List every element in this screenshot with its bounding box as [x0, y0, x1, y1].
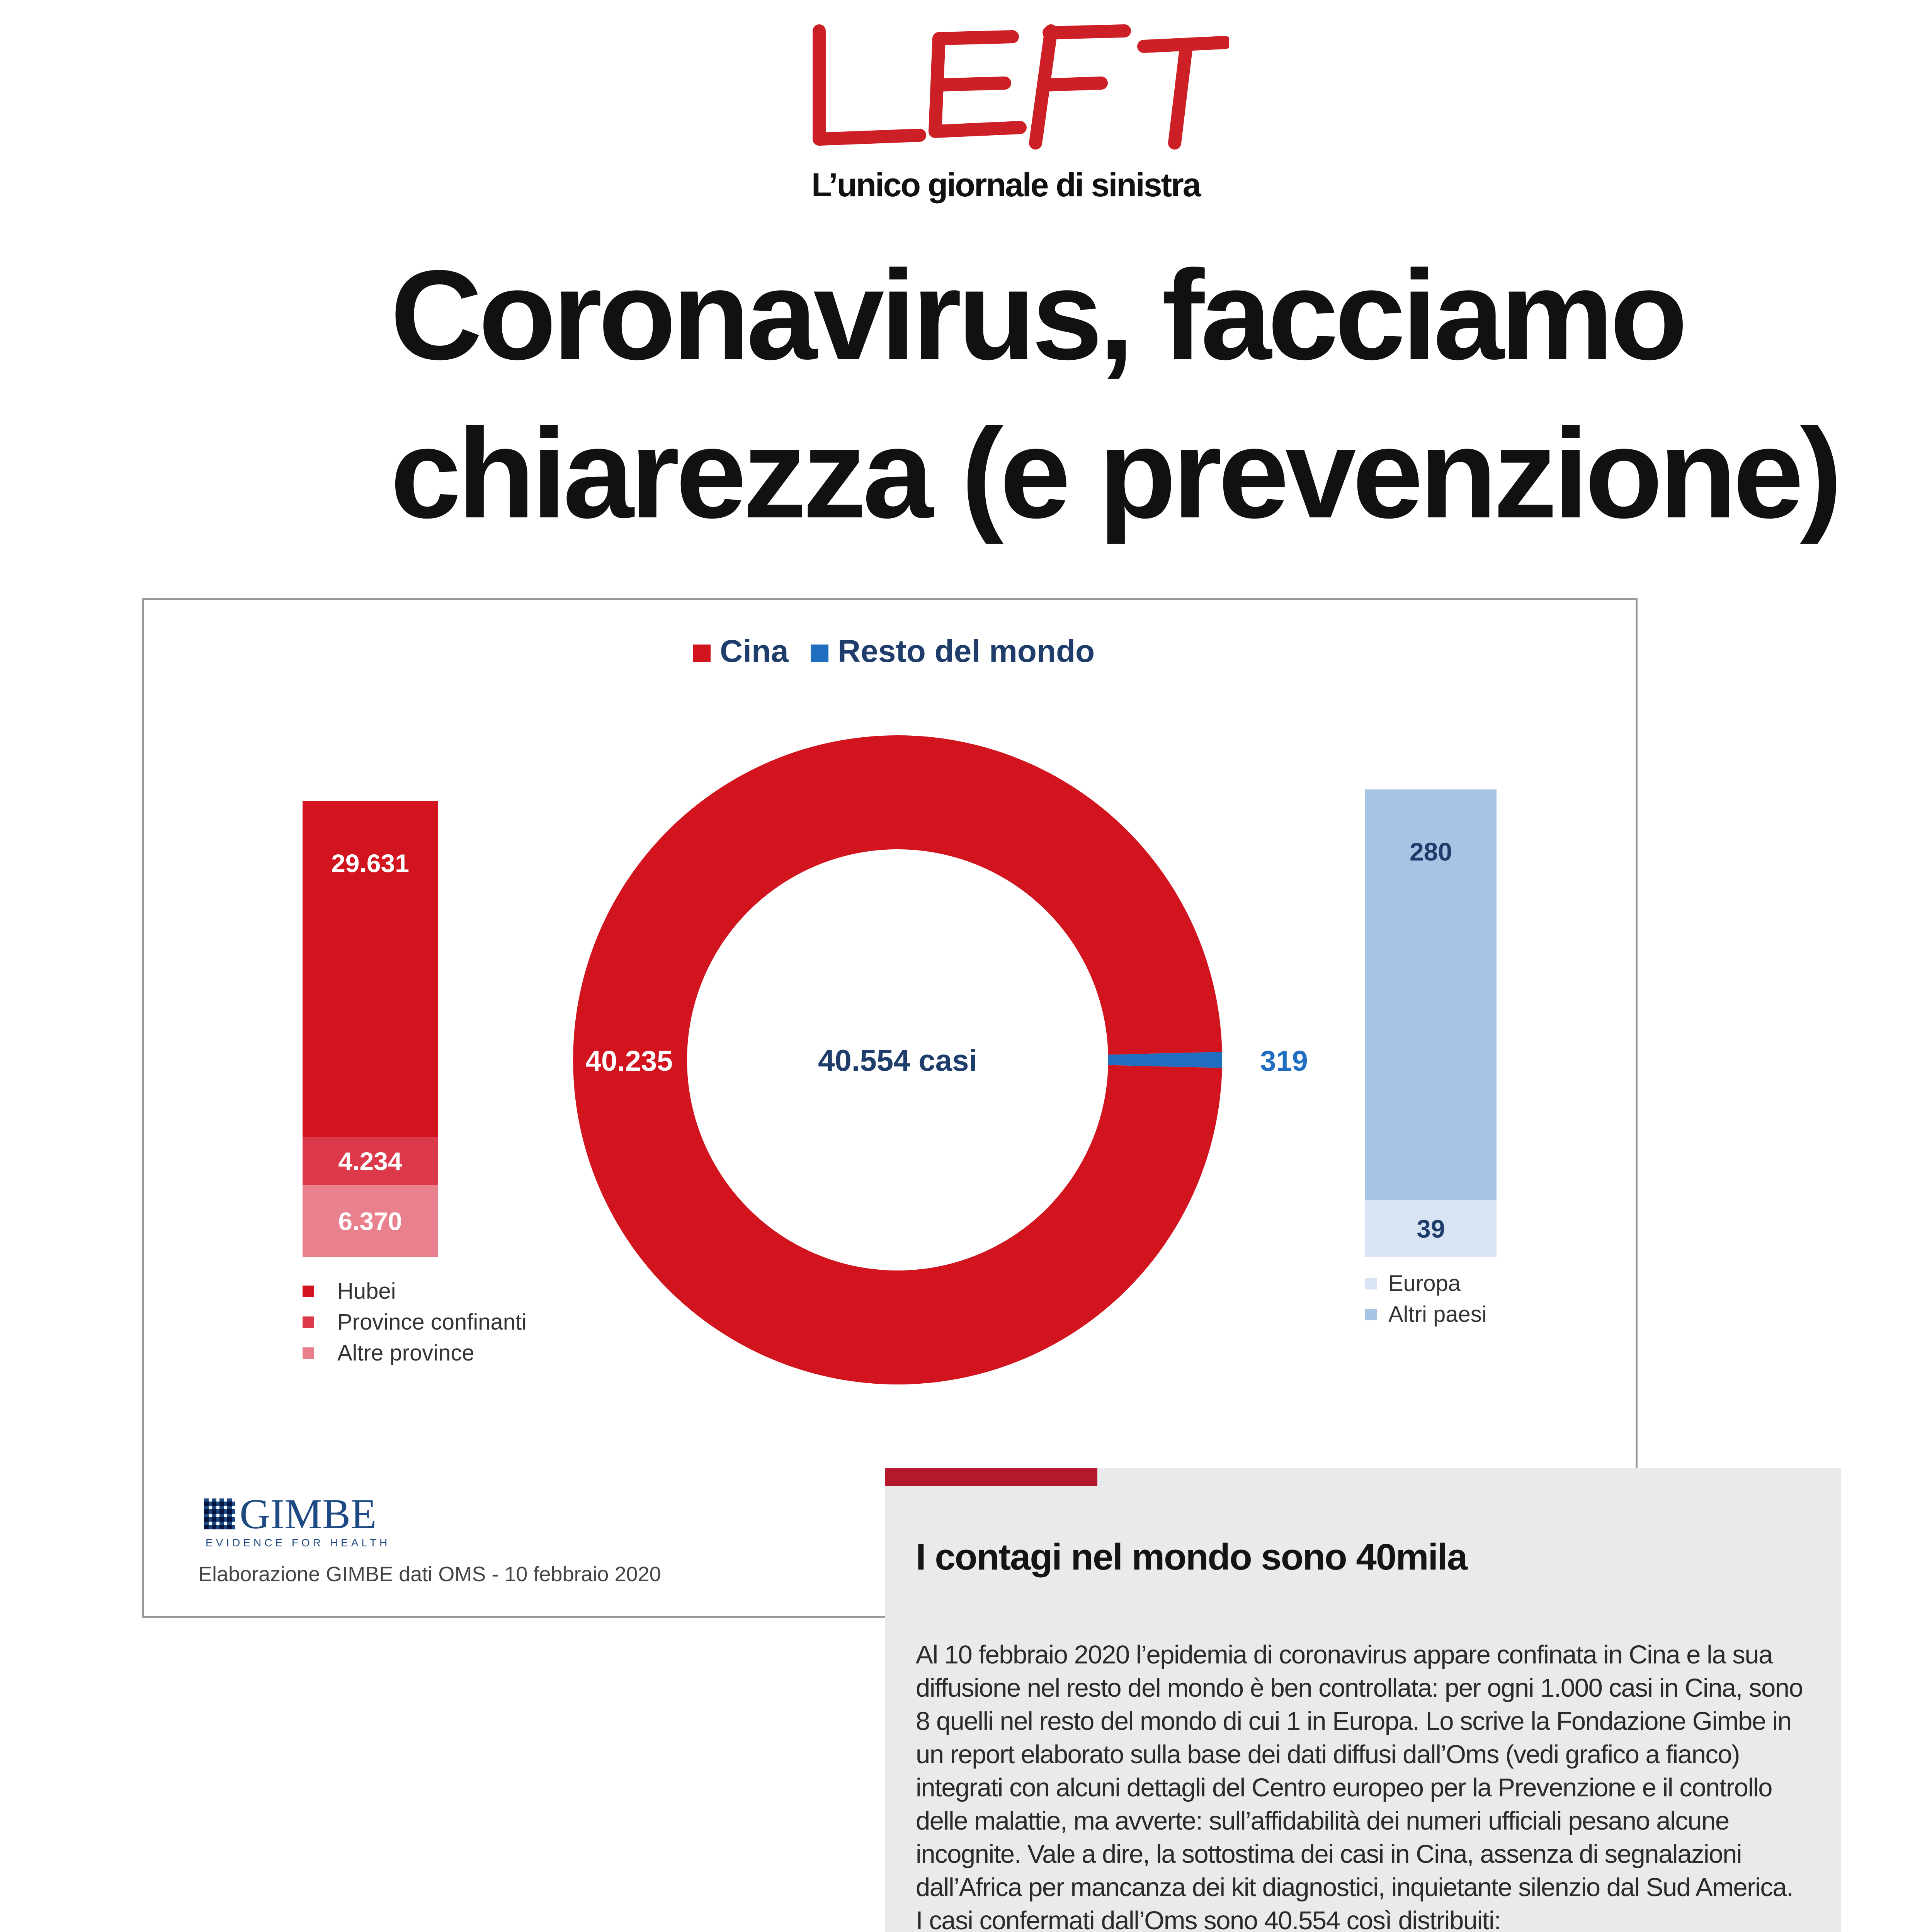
sidebar-paragraph: I casi confermati dall’Oms sono 40.554 così distribuiti: [916, 1906, 1501, 1932]
sidebar-paragraph: Al 10 febbraio 2020 l’epidemia di coronavirus appare confinata in Cina e la sua diffusione nel resto del mondo è ben controllata: per ogni 1.000 casi in Cina, sono 8 quelli nel resto del mondo di cui 1 in Europa. Lo scrive la Fondazione Gimbe in un report elaborato sulla base dei dati diffusi dall’Oms (vedi grafico a fianco) integrati con alcuni dettagli del Centro europeo per la Prevenzione e il controllo delle malattie, ma avverte: sull’affidabilità dei numeri ufficiali pesano alcune incognite. Vale a dire, la sottostima dei casi in Cina, assenza di segnalazioni dall’Africa per mancanza dei kit diagnostici, inquietante silenzio dal Sud America. [916, 1640, 1803, 1902]
cina-bar-label-0: 6.370 [338, 1207, 402, 1236]
cina-legend-label-2: Altre province [337, 1340, 474, 1366]
masthead-tagline: L’unico giornale di sinistra [811, 167, 1200, 204]
gimbe-logo [204, 1490, 391, 1549]
legend-swatch-cina [693, 645, 711, 662]
resto-legend-label-0: Europa [1388, 1271, 1461, 1296]
sidebar-title: I contagi nel mondo sono 40mila [916, 1536, 1467, 1578]
cina-legend-label-1: Province confinanti [337, 1310, 527, 1335]
left-logo [804, 15, 1229, 170]
cases-chart [144, 600, 1636, 1616]
resto-legend-swatch-1 [1365, 1309, 1377, 1320]
sidebar-box [885, 1468, 1841, 1932]
cina-bar-label-1: 4.234 [338, 1147, 402, 1176]
legend-label-cina: Cina [720, 634, 789, 669]
donut-total-label: 40.554 casi [818, 1043, 978, 1077]
gimbe-logo-subtitle: EVIDENCE FOR HEALTH [206, 1537, 391, 1549]
donut-slice-resto [1108, 1052, 1222, 1068]
donut-label-resto: 319 [1260, 1045, 1308, 1077]
legend-label-resto: Resto del mondo [838, 634, 1095, 669]
gimbe-grid-icon [204, 1498, 235, 1529]
sidebar-accent-bar [885, 1468, 1097, 1486]
donut-label-cina: 40.235 [585, 1045, 673, 1077]
cina-legend-label-0: Hubei [337, 1279, 396, 1304]
chart-panel [142, 598, 1638, 1618]
legend-swatch-resto [811, 645, 828, 662]
headline-line-2: chiarezza (e prevenzione) [390, 402, 1839, 544]
resto-legend-swatch-0 [1365, 1278, 1377, 1289]
page-headline [390, 236, 1839, 553]
cina-legend-swatch-1 [303, 1316, 314, 1328]
cina-legend-swatch-0 [303, 1286, 314, 1297]
headline-line-1: Coronavirus, facciamo [390, 243, 1684, 386]
cina-bar-label-2: 29.631 [331, 849, 409, 878]
cina-legend-swatch-2 [303, 1347, 314, 1359]
resto-bar-label-1: 280 [1409, 837, 1452, 866]
sidebar-body [916, 1638, 1812, 1932]
resto-bar-label-0: 39 [1417, 1214, 1445, 1243]
resto-legend-label-1: Altri paesi [1388, 1302, 1487, 1327]
chart-source-note: Elaborazione GIMBE dati OMS - 10 febbraio 2020 [198, 1563, 661, 1586]
gimbe-logo-text: GIMBE [240, 1490, 377, 1537]
